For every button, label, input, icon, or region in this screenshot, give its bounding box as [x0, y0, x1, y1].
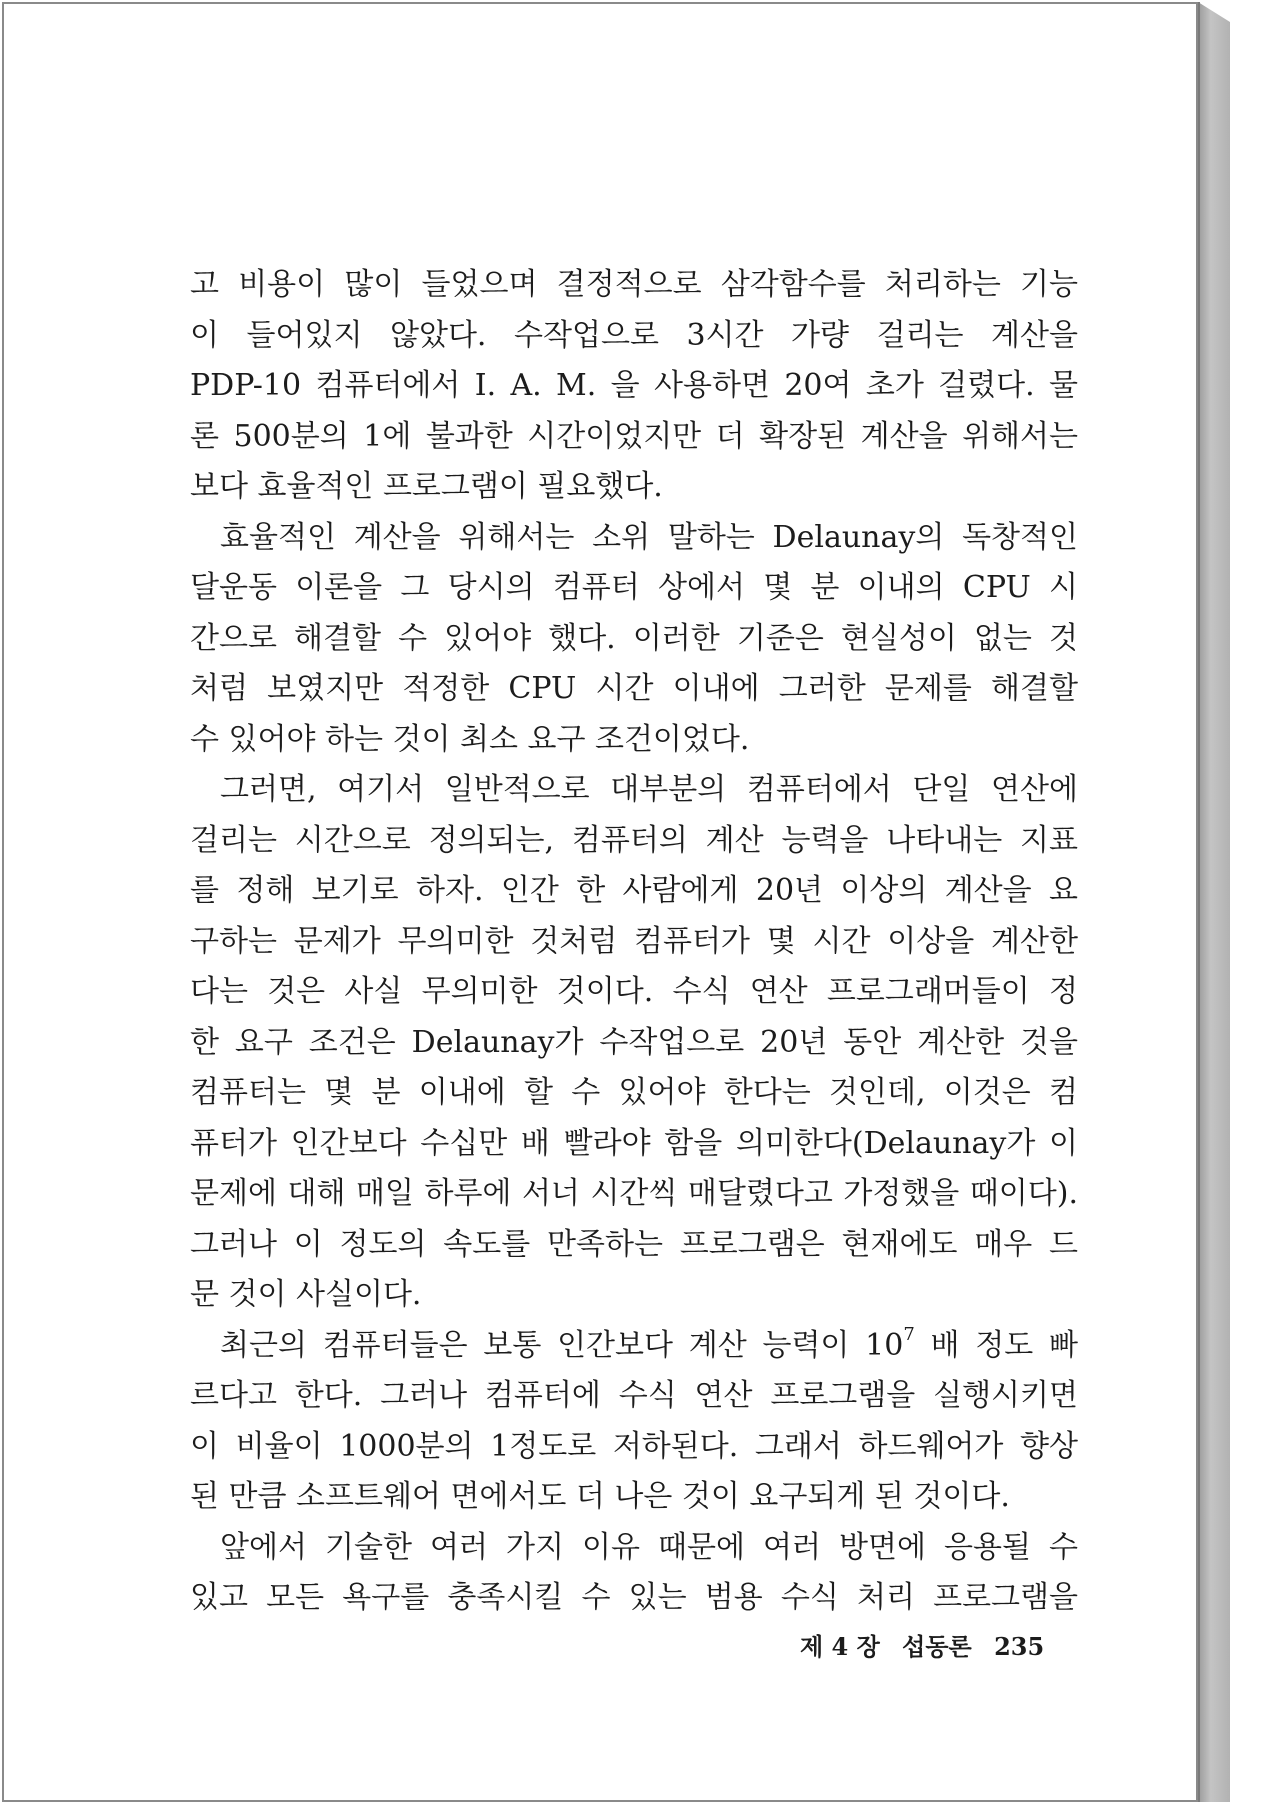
text-line: 이 비율이 1000분의 1정도로 저하된다. 그래서 하드웨어가 향상	[190, 1428, 1078, 1464]
text-fragment: 배 정도 빠	[914, 1327, 1078, 1363]
page-edge-line	[1198, 2, 1200, 1802]
chapter-label: 제 4 장	[800, 1632, 880, 1661]
page-number: 235	[994, 1632, 1045, 1661]
text-line: 한 요구 조건은 Delaunay가 수작업으로 20년 동안 계산한 것을	[190, 1024, 1078, 1060]
text-line: 앞에서 기술한 여러 가지 이유 때문에 여러 방면에 응용될 수	[220, 1529, 1078, 1565]
page-edge-shadow	[1198, 2, 1230, 1802]
text-line: 처럼 보였지만 적정한 CPU 시간 이내에 그러한 문제를 해결할	[190, 671, 1078, 706]
exponent: 7	[903, 1323, 915, 1345]
text-line: 걸리는 시간으로 정의되는, 컴퓨터의 계산 능력을 나타내는 지표	[190, 822, 1078, 858]
text-line: 그러나 이 정도의 속도를 만족하는 프로그램은 현재에도 매우 드	[190, 1226, 1078, 1262]
text-line	[190, 1321, 1078, 1372]
text-line: 보다 효율적인 프로그램이 필요했다.	[190, 469, 663, 504]
text-line: 론 500분의 1에 불과한 시간이었지만 더 확장된 계산을 위해서는	[190, 418, 1078, 454]
text-line: 다는 것은 사실 무의미한 것이다. 수식 연산 프로그래머들이 정	[190, 974, 1078, 1009]
text-line: 컴퓨터는 몇 분 이내에 할 수 있어야 한다는 것인데, 이것은 컴	[190, 1075, 1078, 1110]
text-line: 있고 모든 욕구를 충족시킬 수 있는 범용 수식 처리 프로그램을	[190, 1580, 1078, 1615]
body-text	[190, 260, 1078, 1624]
text-line: 수 있어야 하는 것이 최소 요구 조건이었다.	[190, 721, 750, 757]
text-line: 효율적인 계산을 위해서는 소위 말하는 Delaunay의 독창적인	[220, 519, 1078, 555]
text-line: 구하는 문제가 무의미한 것처럼 컴퓨터가 몇 시간 이상을 계산한	[190, 923, 1078, 959]
section-title: 섭동론	[902, 1632, 972, 1661]
text-line: 를 정해 보기로 하자. 인간 한 사람에게 20년 이상의 계산을 요	[190, 873, 1078, 908]
page-footer	[800, 1627, 1060, 1662]
text-line: 이 들어있지 않았다. 수작업으로 3시간 가량 걸리는 계산을	[190, 317, 1078, 353]
text-line: 르다고 한다. 그러나 컴퓨터에 수식 연산 프로그램을 실행시키면	[190, 1378, 1078, 1413]
text-line: 문제에 대해 매일 하루에 서너 시간씩 매달렸다고 가정했을 때이다).	[190, 1176, 1078, 1211]
text-line: PDP-10 컴퓨터에서 I. A. M. 을 사용하면 20여 초가 걸렸다. 물	[190, 368, 1078, 403]
text-line: 달운동 이론을 그 당시의 컴퓨터 상에서 몇 분 이내의 CPU 시	[190, 570, 1078, 605]
text-fragment: 최근의 컴퓨터들은 보통 인간보다 계산 능력이 10	[220, 1327, 904, 1363]
text-line: 된 만큼 소프트웨어 면에서도 더 나은 것이 요구되게 된 것이다.	[190, 1479, 1010, 1514]
text-line: 고 비용이 많이 들었으며 결정적으로 삼각함수를 처리하는 기능	[190, 267, 1078, 302]
text-line: 퓨터가 인간보다 수십만 배 빨라야 함을 의미한다(Delaunay가 이	[190, 1125, 1078, 1161]
text-line: 간으로 해결할 수 있어야 했다. 이러한 기준은 현실성이 없는 것	[190, 620, 1078, 656]
text-line: 문 것이 사실이다.	[190, 1277, 422, 1312]
text-line: 그러면, 여기서 일반적으로 대부분의 컴퓨터에서 단일 연산에	[220, 772, 1078, 807]
